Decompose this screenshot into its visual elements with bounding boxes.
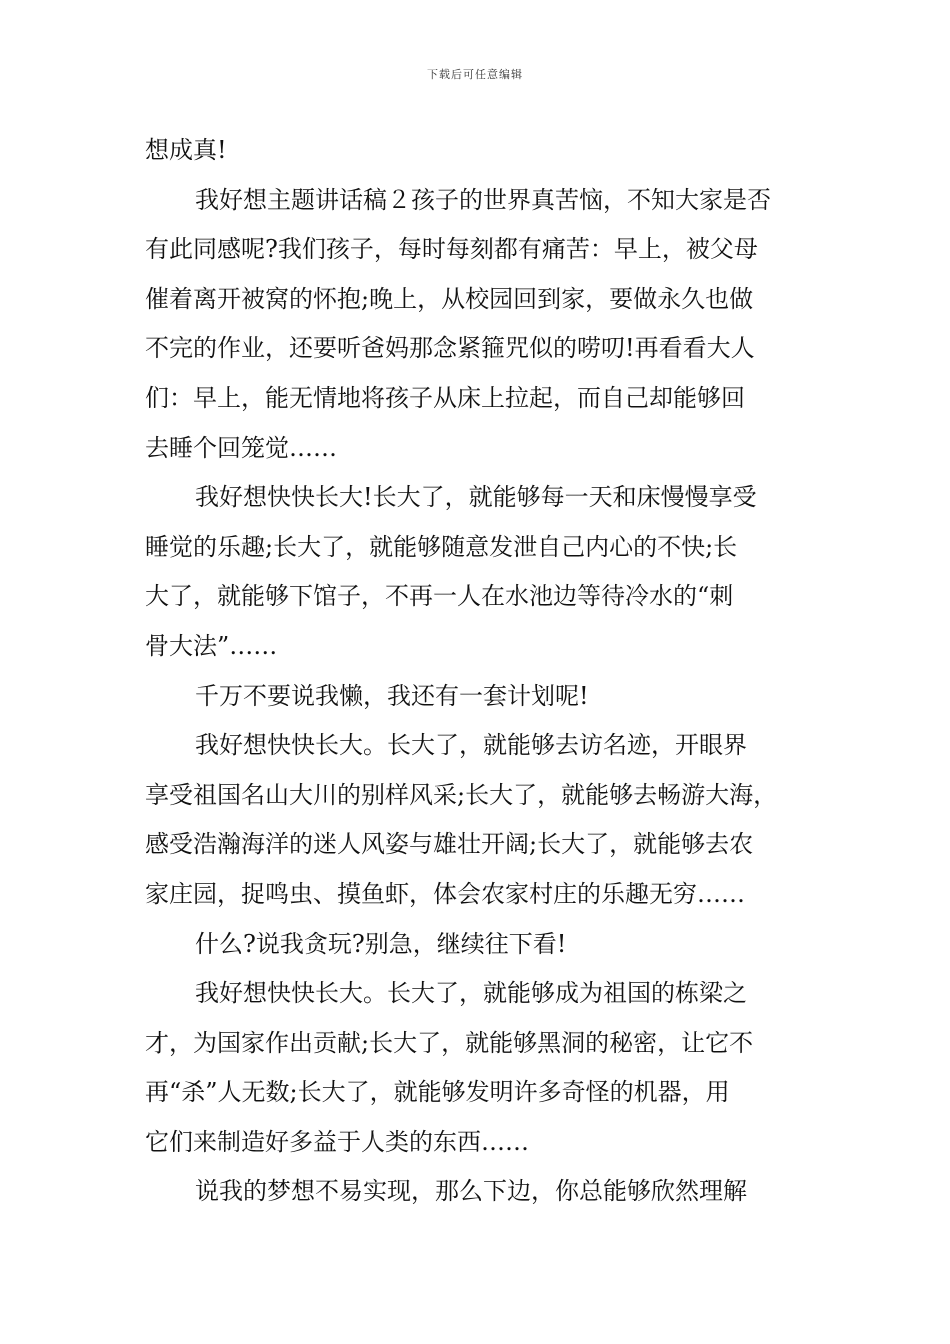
- text-line: 想成真!: [145, 136, 227, 164]
- text-line: 有此同感呢?我们孩子，每时每刻都有痛苦：早上，被父母: [145, 235, 758, 264]
- text-line: 我好想快快长大。长大了，就能够成为祖国的栋梁之: [195, 979, 747, 1008]
- text-line: 什么?说我贪玩?别急，继续往下看!: [195, 929, 567, 958]
- text-line: 再“杀”人无数;长大了，就能够发明许多奇怪的机器，用: [145, 1078, 730, 1107]
- text-line: 我好想快快长大!长大了，就能够每一天和床慢慢享受: [195, 483, 757, 512]
- text-line: 感受浩瀚海洋的迷人风姿与雄壮开阔;长大了，就能够去农: [145, 830, 754, 859]
- text-line: 才，为国家作出贡献;长大了，就能够黑洞的秘密，让它不: [145, 1028, 754, 1057]
- text-line: 们：早上，能无情地将孩子从床上拉起，而自己却能够回: [145, 383, 745, 412]
- text-line: 说我的梦想不易实现，那么下边，你总能够欣然理解: [195, 1177, 747, 1206]
- text-line: 它们来制造好多益于人类的东西……: [145, 1127, 529, 1156]
- header-note: 下载后可任意编辑: [427, 68, 523, 81]
- text-line: 不完的作业，还要听爸妈那念紧箍咒似的唠叨!再看看大人: [145, 334, 755, 363]
- text-line: 去睡个回笼觉……: [145, 433, 337, 462]
- text-line: 催着离开被窝的怀抱;晚上，从校园回到家，要做永久也做: [145, 284, 754, 313]
- text-line: 千万不要说我懒，我还有一套计划呢!: [195, 681, 589, 710]
- text-line: 骨大法”……: [145, 631, 278, 660]
- text-line: 睡觉的乐趣;长大了，就能够随意发泄自己内心的不快;长: [145, 532, 738, 561]
- text-line: 大了，就能够下馆子，不再一人在水池边等待冷水的“刺: [145, 582, 734, 611]
- document-body: [145, 126, 810, 1217]
- text-line: 我好想主题讲话稿２孩子的世界真苦恼，不知大家是否: [195, 185, 771, 214]
- text-line: 我好想快快长大。长大了，就能够去访名迹，开眼界: [195, 731, 747, 760]
- text-line: 家庄园，捉鸣虫、摸鱼虾，体会农家村庄的乐趣无穷……: [145, 879, 745, 908]
- text-line: 享受祖国名山大川的别样风采;长大了，就能够去畅游大海，: [145, 780, 778, 809]
